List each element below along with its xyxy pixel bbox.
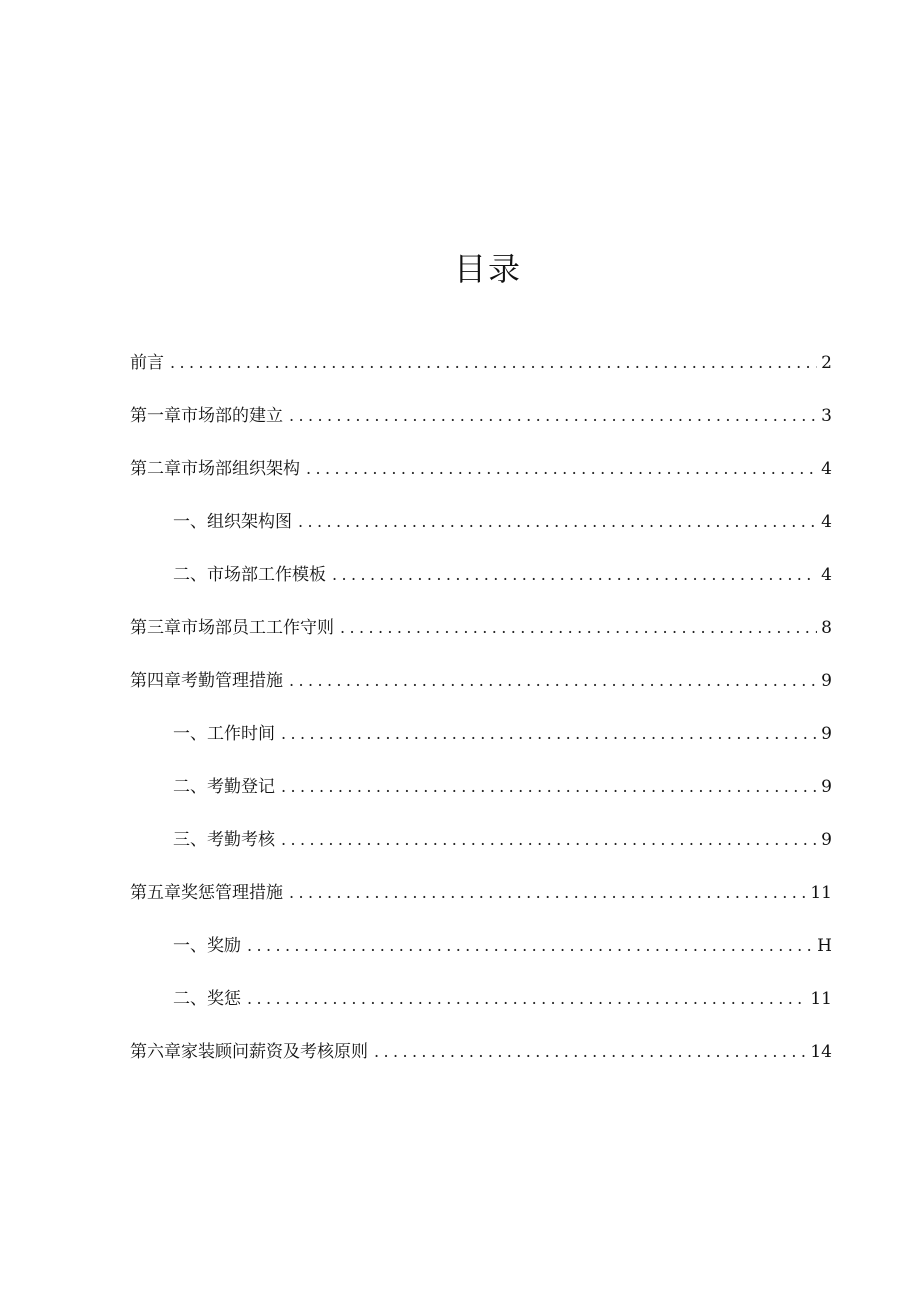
- toc-dot-leader: [289, 666, 817, 696]
- toc-entry-label: 第六章家装顾问薪资及考核原则: [130, 1042, 368, 1062]
- toc-entry-label: 一、组织架构图: [173, 512, 292, 532]
- toc-entry: [130, 1037, 832, 1090]
- toc-entry-page: 2: [821, 353, 832, 373]
- toc-entry: [130, 613, 832, 666]
- toc-dot-leader: [306, 454, 817, 484]
- page-title: 目录: [453, 250, 522, 288]
- toc-entry: [130, 878, 832, 931]
- toc-entry: [130, 984, 832, 1037]
- toc-entry: [130, 507, 832, 560]
- toc-entry: [130, 825, 832, 878]
- toc-entry-page: 9: [821, 724, 832, 744]
- toc-dot-leader: [281, 719, 817, 749]
- toc-dot-leader: [374, 1037, 806, 1067]
- toc-entry-page: 11: [810, 989, 832, 1009]
- toc-entry-label: 一、奖励: [173, 936, 241, 956]
- toc-entry-page: 14: [810, 1042, 832, 1062]
- toc-entry-page: 9: [821, 671, 832, 691]
- toc-entry-label: 第二章市场部组织架构: [130, 459, 300, 479]
- toc-entry: [130, 666, 832, 719]
- toc-entry-page: 4: [821, 512, 832, 532]
- toc-dot-leader: [281, 825, 817, 855]
- toc-dot-leader: [298, 507, 817, 537]
- toc-entry-page: 8: [821, 618, 832, 638]
- toc-dot-leader: [247, 984, 806, 1014]
- toc-entry-label: 二、市场部工作模板: [173, 565, 326, 585]
- toc-entry: [130, 719, 832, 772]
- toc-entry: [130, 772, 832, 825]
- toc-entry-page: 9: [821, 830, 832, 850]
- toc-entry-page: 3: [821, 406, 832, 426]
- table-of-contents: [130, 348, 832, 1090]
- toc-entry-label: 前言: [130, 353, 164, 373]
- toc-entry-page: 4: [821, 459, 832, 479]
- toc-entry-page: 11: [810, 883, 832, 903]
- toc-entry-label: 第四章考勤管理措施: [130, 671, 283, 691]
- toc-dot-leader: [281, 772, 817, 802]
- toc-dot-leader: [170, 348, 817, 378]
- toc-entry-label: 一、工作时间: [173, 724, 275, 744]
- toc-entry: [130, 560, 832, 613]
- toc-entry-label: 第一章市场部的建立: [130, 406, 283, 426]
- toc-dot-leader: [332, 560, 817, 590]
- toc-dot-leader: [340, 613, 817, 643]
- toc-entry-page: 9: [821, 777, 832, 797]
- toc-entry-label: 第三章市场部员工工作守则: [130, 618, 334, 638]
- toc-entry-label: 二、奖惩: [173, 989, 241, 1009]
- toc-entry: [130, 454, 832, 507]
- toc-dot-leader: [247, 931, 813, 961]
- toc-entry: [130, 931, 832, 984]
- toc-dot-leader: [289, 401, 817, 431]
- toc-entry: [130, 348, 832, 401]
- toc-entry-label: 第五章奖惩管理措施: [130, 883, 283, 903]
- toc-entry-page: 4: [821, 565, 832, 585]
- toc-dot-leader: [289, 878, 806, 908]
- toc-entry-page: H: [817, 936, 832, 956]
- toc-entry-label: 三、考勤考核: [173, 830, 275, 850]
- toc-entry-label: 二、考勤登记: [173, 777, 275, 797]
- toc-entry: [130, 401, 832, 454]
